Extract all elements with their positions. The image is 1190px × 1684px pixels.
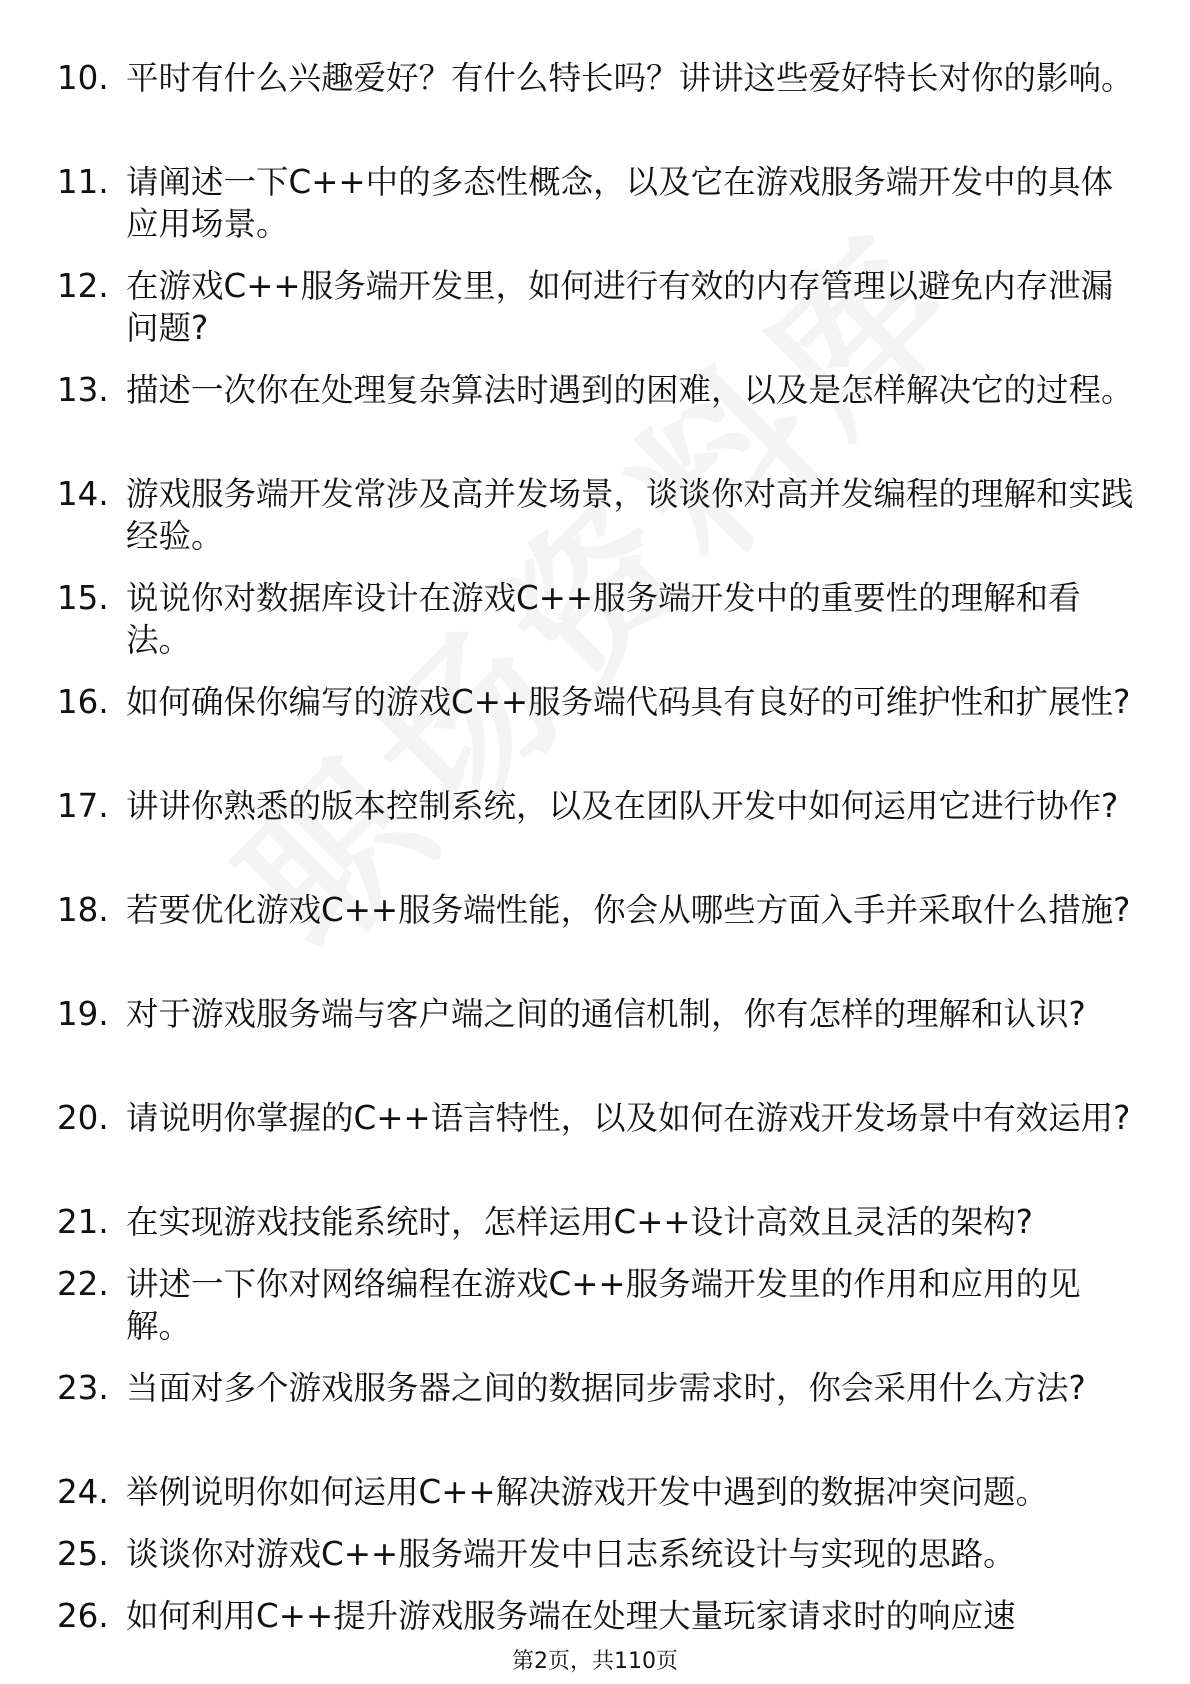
list-item [57, 161, 1137, 245]
question-number: 21. [57, 1203, 109, 1241]
list-item [57, 1533, 1137, 1575]
list-item [57, 577, 1137, 661]
list-item [57, 993, 1137, 1077]
question-number: 20. [57, 1099, 109, 1137]
question-number: 14. [57, 475, 109, 513]
question-number: 10. [57, 59, 109, 97]
question-text: 说说你对数据库设计在游戏C++服务端开发中的重要性的理解和看法。 [126, 579, 1081, 659]
question-number: 17. [57, 787, 109, 825]
question-text: 若要优化游戏C++服务端性能，你会从哪些方面入手并采取什么措施? [126, 891, 1131, 929]
question-text: 对于游戏服务端与客户端之间的通信机制，你有怎样的理解和认识? [126, 995, 1086, 1033]
question-number: 22. [57, 1265, 109, 1303]
question-text: 游戏服务端开发常涉及高并发场景，谈谈你对高并发编程的理解和实践经验。 [126, 475, 1134, 555]
question-text: 描述一次你在处理复杂算法时遇到的困难，以及是怎样解决它的过程。 [126, 371, 1134, 409]
question-text: 请说明你掌握的C++语言特性，以及如何在游戏开发场景中有效运用? [126, 1099, 1131, 1137]
question-text: 平时有什么兴趣爱好？有什么特长吗？讲讲这些爱好特长对你的影响。 [126, 59, 1134, 97]
question-number: 18. [57, 891, 109, 929]
question-text: 如何利用C++提升游戏服务端在处理大量玩家请求时的响应速 [126, 1597, 1016, 1635]
list-item [57, 369, 1137, 453]
question-text: 如何确保你编写的游戏C++服务端代码具有良好的可维护性和扩展性? [126, 683, 1131, 721]
list-item [57, 1263, 1137, 1347]
question-number: 19. [57, 995, 109, 1033]
question-text: 讲讲你熟悉的版本控制系统，以及在团队开发中如何运用它进行协作? [126, 787, 1119, 825]
question-text: 当面对多个游戏服务器之间的数据同步需求时，你会采用什么方法? [126, 1369, 1086, 1407]
question-number: 11. [57, 163, 109, 201]
list-item [57, 1097, 1137, 1181]
list-item [57, 785, 1137, 869]
question-number: 15. [57, 579, 109, 617]
question-number: 12. [57, 267, 109, 305]
question-text: 举例说明你如何运用C++解决游戏开发中遇到的数据冲突问题。 [126, 1473, 1049, 1511]
question-number: 25. [57, 1535, 109, 1573]
question-list [57, 57, 1137, 1657]
question-text: 请阐述一下C++中的多态性概念，以及它在游戏服务端开发中的具体应用场景。 [126, 163, 1114, 243]
page-footer: 第2页，共110页 [512, 1649, 678, 1674]
list-item [57, 265, 1137, 349]
list-item [57, 57, 1137, 141]
list-item [57, 1201, 1137, 1243]
list-item [57, 1471, 1137, 1513]
list-item [57, 1367, 1137, 1451]
question-text: 谈谈你对游戏C++服务端开发中日志系统设计与实现的思路。 [126, 1535, 1016, 1573]
question-number: 26. [57, 1597, 109, 1635]
list-item [57, 1595, 1137, 1637]
question-number: 24. [57, 1473, 109, 1511]
question-text: 在游戏C++服务端开发里，如何进行有效的内存管理以避免内存泄漏问题? [126, 267, 1114, 347]
question-number: 23. [57, 1369, 109, 1407]
question-text: 讲述一下你对网络编程在游戏C++服务端开发里的作用和应用的见解。 [126, 1265, 1081, 1345]
list-item [57, 889, 1137, 973]
question-number: 16. [57, 683, 109, 721]
list-item [57, 681, 1137, 765]
question-number: 13. [57, 371, 109, 409]
list-item [57, 473, 1137, 557]
question-text: 在实现游戏技能系统时，怎样运用C++设计高效且灵活的架构? [126, 1203, 1033, 1241]
